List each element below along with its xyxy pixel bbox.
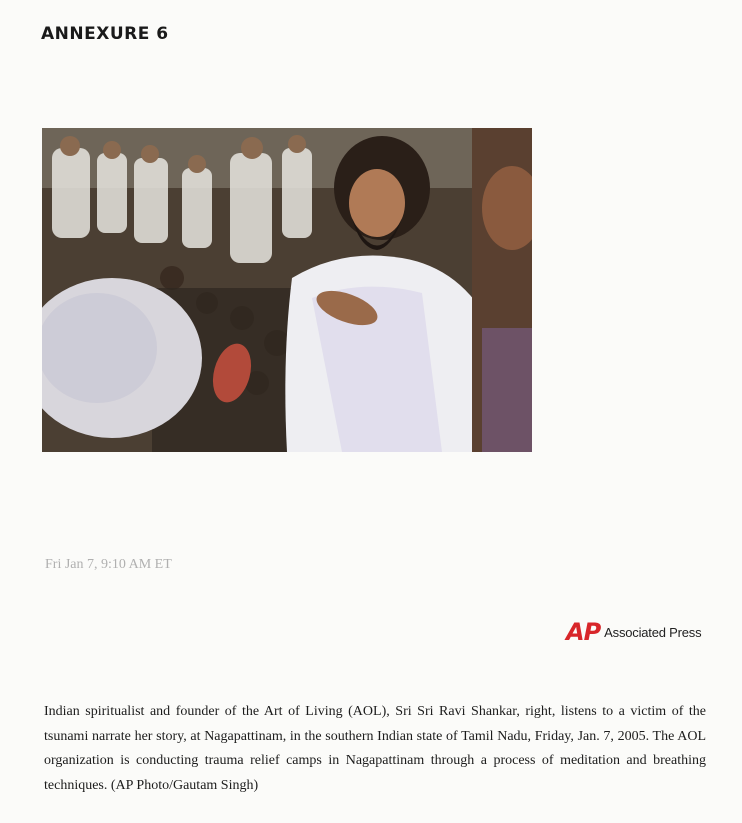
- photo-caption: Indian spiritualist and founder of the Art of Living (AOL), Sri Sri Ravi Shankar, right, listens to a victim of the tsunami narrate her story, at Nagapattinam, in the southern Indian state of Tamil Nadu, Friday, Jan. 7, 2005. The AOL organization is conducting trauma relief camps in Nagapattinam through a process of meditation and breathing techniques. (AP Photo/Gautam Singh): [44, 704, 706, 793]
- ap-name: Associated Press: [604, 624, 702, 640]
- news-photo: [42, 128, 532, 452]
- page-title: ANNEXURE 6: [41, 24, 169, 44]
- timestamp: Fri Jan 7, 9:10 AM ET: [45, 557, 172, 572]
- ap-mark: AP: [566, 618, 601, 646]
- associated-press-logo: [566, 620, 701, 644]
